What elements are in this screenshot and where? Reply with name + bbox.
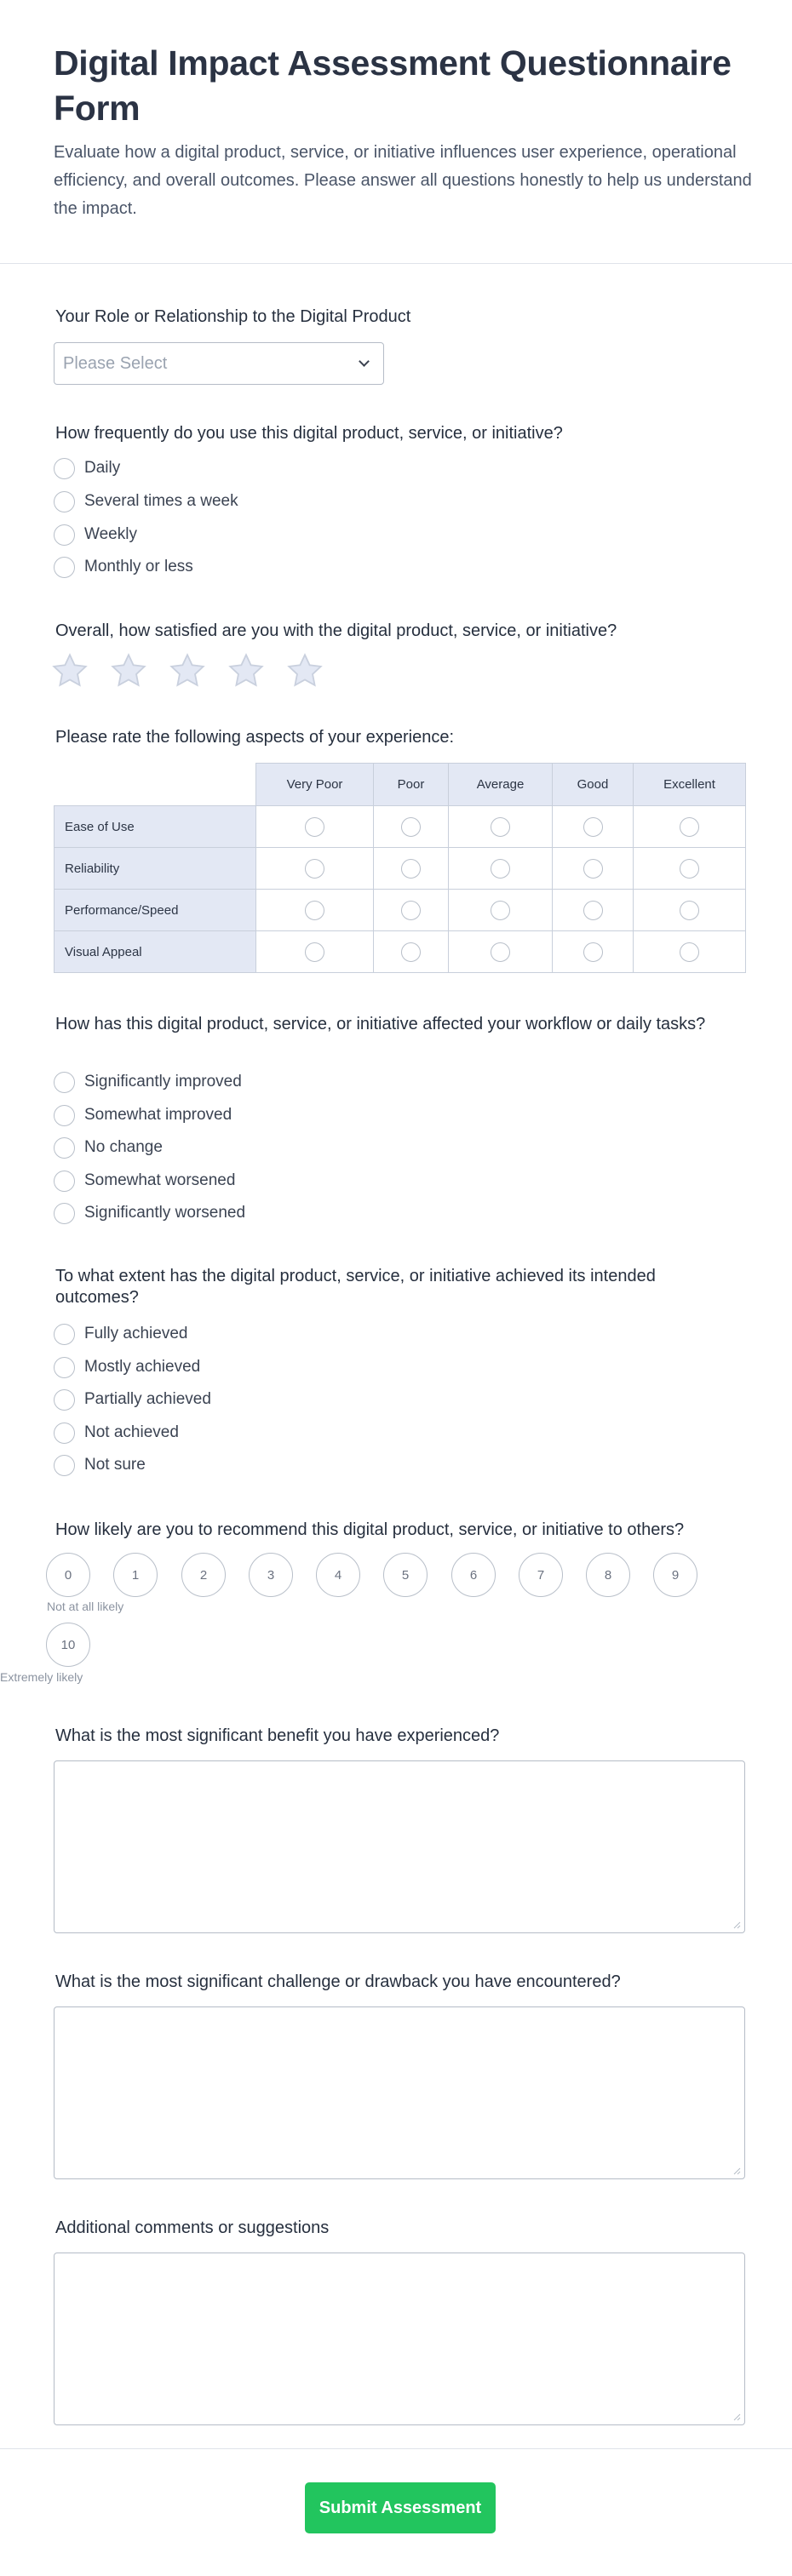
radio-button[interactable]: [54, 1072, 75, 1093]
matrix-radio[interactable]: [491, 901, 510, 920]
workflow-question-label: How has this digital product, service, or initiative affected your workflow or daily tasks?: [55, 1015, 706, 1033]
workflow-option[interactable]: [54, 1170, 235, 1192]
matrix-radio[interactable]: [401, 942, 421, 962]
radio-button[interactable]: [54, 491, 75, 512]
radio-button[interactable]: [54, 1203, 75, 1224]
nps-option-8[interactable]: 8: [586, 1553, 630, 1597]
matrix-radio[interactable]: [305, 817, 324, 837]
matrix-radio[interactable]: [583, 942, 603, 962]
radio-label: Several times a week: [84, 492, 238, 510]
matrix-row-label: Ease of Use: [55, 806, 256, 848]
matrix-row-label: Performance/Speed: [55, 890, 256, 931]
matrix-radio[interactable]: [680, 942, 699, 962]
matrix-radio[interactable]: [401, 901, 421, 920]
matrix-radio[interactable]: [305, 901, 324, 920]
radio-label: Not sure: [84, 1456, 146, 1474]
radio-button[interactable]: [54, 1324, 75, 1345]
role-question-label: Your Role or Relationship to the Digital Product: [55, 307, 411, 326]
workflow-option[interactable]: [54, 1104, 232, 1126]
radio-button[interactable]: [54, 557, 75, 578]
radio-button[interactable]: [54, 1137, 75, 1159]
radio-label: Significantly improved: [84, 1073, 242, 1091]
recommend-question-label: How likely are you to recommend this digital product, service, or initiative to others?: [55, 1520, 685, 1539]
matrix-row-label: Reliability: [55, 848, 256, 890]
role-select-placeholder: Please Select: [63, 354, 168, 373]
matrix-radio[interactable]: [491, 817, 510, 837]
challenge-question-label: What is the most significant challenge or drawback you have encountered?: [55, 1972, 621, 1991]
frequency-option[interactable]: [54, 524, 137, 546]
matrix-column-header: Excellent: [634, 764, 746, 806]
matrix-radio[interactable]: [305, 942, 324, 962]
matrix-row: [55, 848, 746, 890]
matrix-radio[interactable]: [680, 817, 699, 837]
matrix-question-label: Please rate the following aspects of your experience:: [55, 728, 455, 747]
matrix-row-label: Visual Appeal: [55, 931, 256, 973]
matrix-radio[interactable]: [401, 859, 421, 879]
radio-label: Weekly: [84, 525, 137, 543]
nps-option-7[interactable]: 7: [519, 1553, 563, 1597]
radio-button[interactable]: [54, 524, 75, 546]
outcomes-option[interactable]: [54, 1422, 179, 1444]
matrix-column-header: Very Poor: [256, 764, 374, 806]
frequency-option[interactable]: [54, 457, 120, 479]
star-icon[interactable]: [286, 652, 324, 690]
radio-label: Somewhat improved: [84, 1106, 232, 1124]
nps-option-4[interactable]: 4: [316, 1553, 360, 1597]
satisfaction-question-label: Overall, how satisfied are you with the digital product, service, or initiative?: [55, 621, 617, 640]
matrix-column-header: Average: [449, 764, 553, 806]
form-title: Digital Impact Assessment Questionnaire Form: [54, 43, 732, 128]
nps-option-2[interactable]: 2: [181, 1553, 226, 1597]
nps-option-6[interactable]: 6: [451, 1553, 496, 1597]
radio-label: Not achieved: [84, 1423, 179, 1441]
resize-grip-icon[interactable]: [733, 2167, 741, 2175]
benefit-question-label: What is the most significant benefit you have experienced?: [55, 1726, 500, 1745]
frequency-question-label: How frequently do you use this digital product, service, or initiative?: [55, 424, 563, 443]
matrix-radio[interactable]: [401, 817, 421, 837]
radio-label: Mostly achieved: [84, 1358, 201, 1376]
radio-button[interactable]: [54, 1389, 75, 1411]
matrix-radio[interactable]: [583, 901, 603, 920]
outcomes-option[interactable]: [54, 1356, 200, 1378]
form-header: [0, 0, 792, 264]
outcomes-option[interactable]: [54, 1323, 187, 1345]
matrix-row: [55, 931, 746, 973]
radio-label: Partially achieved: [84, 1390, 211, 1408]
submit-button[interactable]: Submit Assessment: [305, 2482, 496, 2533]
role-select[interactable]: [54, 342, 384, 385]
form-description: Evaluate how a digital product, service, or initiative influences user experience, operational efficiency, and overall outcomes. Please answer all questions honestly to help us understand the impact.: [54, 143, 752, 218]
nps-option-3[interactable]: 3: [249, 1553, 293, 1597]
radio-label: Significantly worsened: [84, 1204, 246, 1222]
chevron-down-icon: [359, 356, 370, 367]
frequency-option[interactable]: [54, 556, 193, 578]
nps-option-9[interactable]: 9: [653, 1553, 697, 1597]
star-icon[interactable]: [227, 652, 265, 690]
matrix-column-header: Good: [553, 764, 634, 806]
star-icon[interactable]: [51, 652, 89, 690]
radio-label: Somewhat worsened: [84, 1171, 236, 1189]
matrix-radio[interactable]: [583, 859, 603, 879]
challenge-textarea[interactable]: [54, 2006, 745, 2179]
radio-button[interactable]: [54, 1423, 75, 1444]
nps-option-10[interactable]: 10: [46, 1623, 90, 1667]
matrix-corner: [55, 764, 256, 806]
nps-option-1[interactable]: 1: [113, 1553, 158, 1597]
matrix-radio[interactable]: [680, 859, 699, 879]
nps-option-5[interactable]: 5: [383, 1553, 428, 1597]
comments-textarea[interactable]: [54, 2253, 745, 2425]
frequency-option[interactable]: [54, 490, 238, 512]
radio-button[interactable]: [54, 1455, 75, 1476]
radio-button[interactable]: [54, 1105, 75, 1126]
matrix-column-header: Poor: [374, 764, 449, 806]
comments-question-label: Additional comments or suggestions: [55, 2218, 330, 2237]
radio-label: Monthly or less: [84, 558, 193, 575]
workflow-option[interactable]: [54, 1202, 245, 1224]
nps-option-0[interactable]: 0: [46, 1553, 90, 1597]
benefit-textarea[interactable]: [54, 1760, 745, 1933]
rating-matrix: [54, 763, 746, 973]
matrix-radio[interactable]: [491, 942, 510, 962]
radio-button[interactable]: [54, 1171, 75, 1192]
nps-high-caption: Extremely likely: [0, 1670, 83, 1684]
radio-label: Daily: [84, 459, 121, 477]
matrix-radio[interactable]: [305, 859, 324, 879]
radio-label: Fully achieved: [84, 1325, 188, 1342]
resize-grip-icon[interactable]: [733, 1921, 741, 1929]
star-icon[interactable]: [110, 652, 147, 690]
workflow-option[interactable]: [54, 1136, 163, 1159]
outcomes-question-label: To what extent has the digital product, service, or initiative achieved its intended outcomes?: [55, 1267, 656, 1307]
radio-label: No change: [84, 1138, 163, 1156]
star-rating[interactable]: [51, 652, 345, 690]
matrix-row: [55, 806, 746, 848]
resize-grip-icon[interactable]: [733, 2413, 741, 2421]
star-icon[interactable]: [169, 652, 206, 690]
outcomes-option[interactable]: [54, 1388, 211, 1411]
nps-low-caption: Not at all likely: [47, 1600, 124, 1613]
matrix-radio[interactable]: [491, 859, 510, 879]
outcomes-option[interactable]: [54, 1454, 146, 1476]
workflow-option[interactable]: [54, 1071, 242, 1093]
matrix-row: [55, 890, 746, 931]
matrix-radio[interactable]: [583, 817, 603, 837]
radio-button[interactable]: [54, 458, 75, 479]
radio-button[interactable]: [54, 1357, 75, 1378]
matrix-radio[interactable]: [680, 901, 699, 920]
